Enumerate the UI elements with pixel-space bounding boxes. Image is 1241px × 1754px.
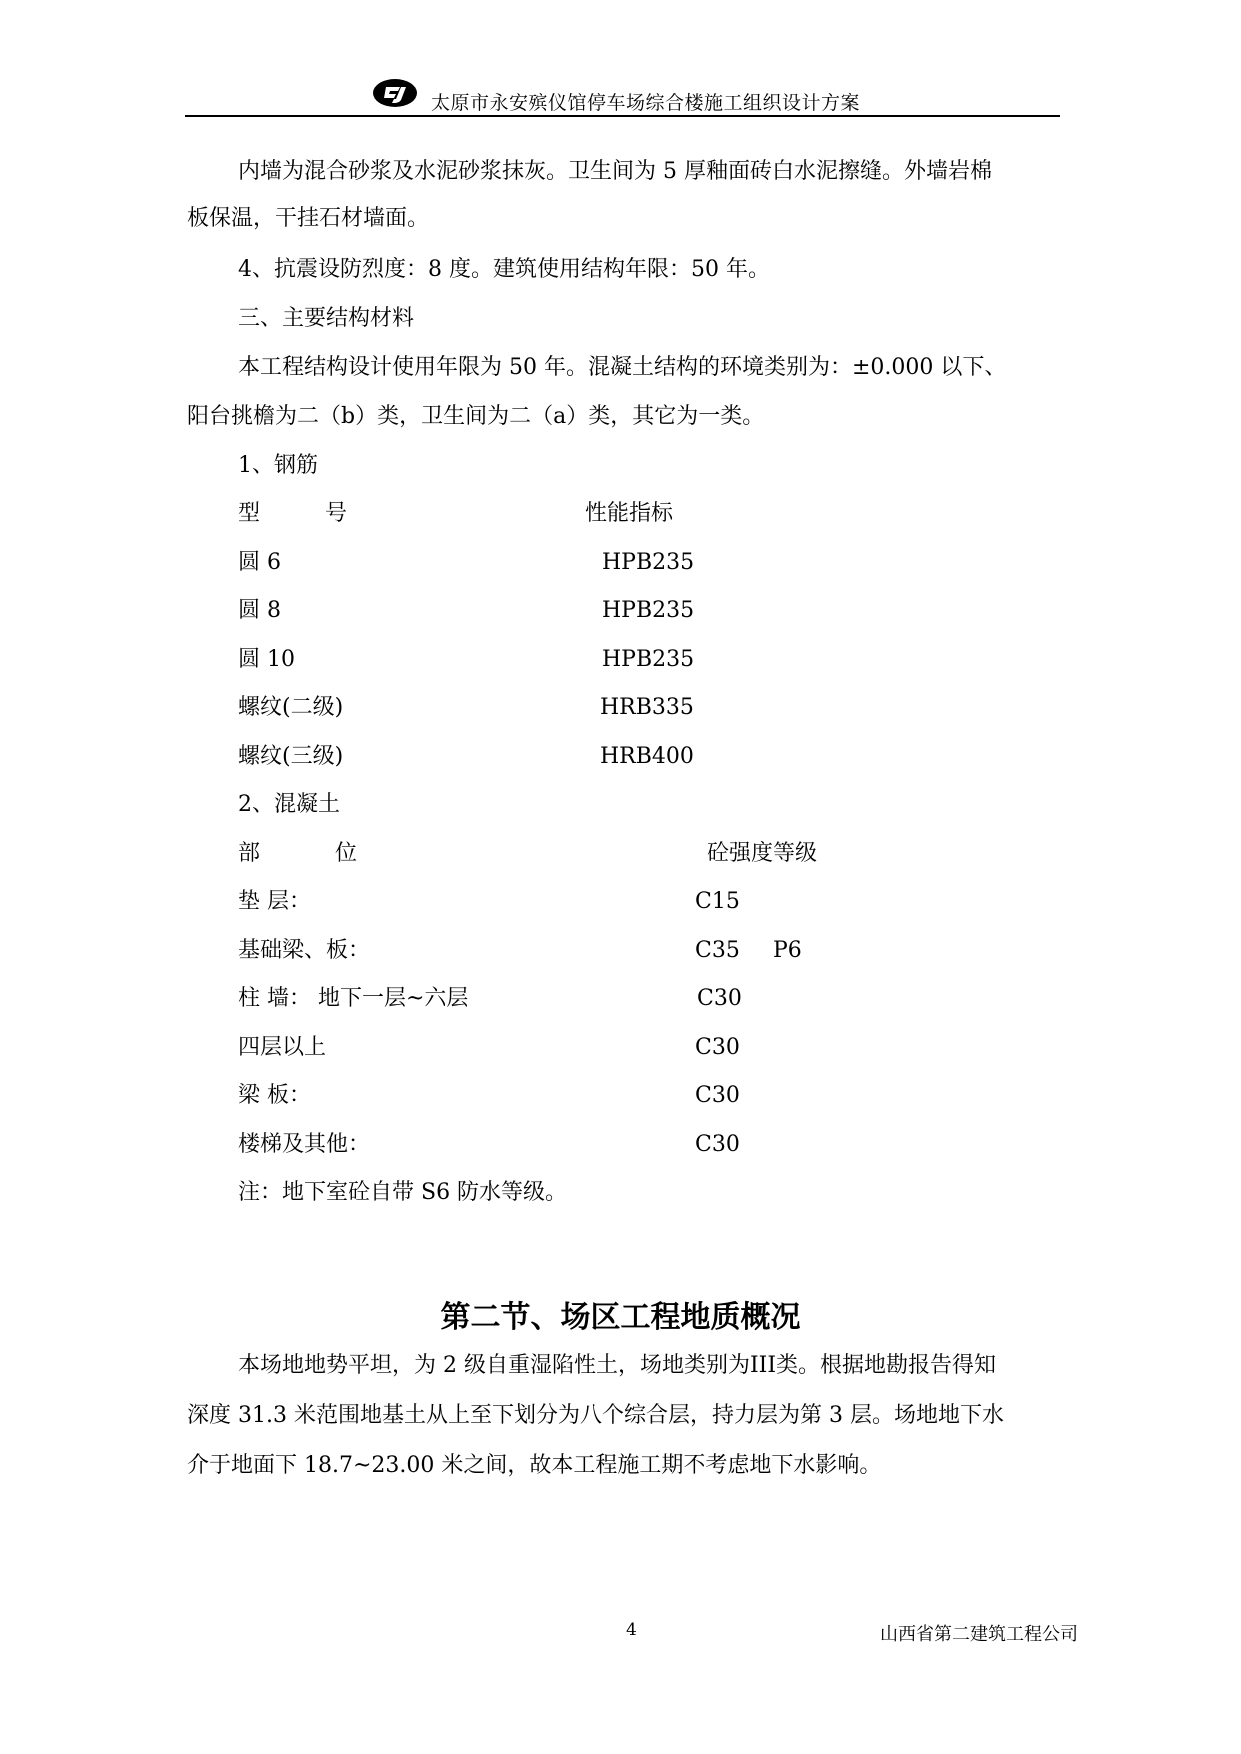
concrete-row-part: 柱 墙： 地下一层~六层 xyxy=(238,986,469,1011)
steel-row-spec: HRB335 xyxy=(600,695,694,720)
steel-row-type: 圆 8 xyxy=(238,598,281,623)
concrete-row-grade: C15 xyxy=(695,889,740,914)
page-number: 4 xyxy=(626,1620,637,1640)
paragraph-line: 板保温，干挂石材墙面。 xyxy=(187,206,430,231)
concrete-col-part-a: 部 xyxy=(238,841,261,866)
paragraph-line: 深度 31.3 米范围地基土从上至下划分为八个综合层，持力层为第 3 层。场地地下水 xyxy=(187,1403,1004,1428)
concrete-row-grade: C30 xyxy=(695,1083,740,1108)
concrete-heading: 2、混凝土 xyxy=(238,792,340,817)
concrete-row-extra: P6 xyxy=(773,938,802,963)
paragraph-line: 本工程结构设计使用年限为 50 年。混凝土结构的环境类别为：±0.000 以下、 xyxy=(238,355,1007,380)
steel-row-type: 圆 6 xyxy=(238,550,281,575)
concrete-col-part-b: 位 xyxy=(335,841,358,866)
paragraph-line: 4、抗震设防烈度：8 度。建筑使用结构年限：50 年。 xyxy=(238,257,770,282)
steel-col-type-b: 号 xyxy=(325,501,348,526)
concrete-row-part: 梁 板： xyxy=(238,1083,311,1108)
paragraph-line: 阳台挑檐为二（b）类，卫生间为二（a）类，其它为一类。 xyxy=(187,404,765,429)
concrete-row-part: 四层以上 xyxy=(238,1035,327,1060)
steel-row-type: 螺纹(三级) xyxy=(238,744,344,769)
concrete-row-grade: C30 xyxy=(697,986,742,1011)
subheading: 三、主要结构材料 xyxy=(238,306,415,331)
paragraph-line: 本场地地势平坦，为 2 级自重湿陷性土，场地类别为III类。根据地勘报告得知 xyxy=(238,1353,997,1378)
paragraph-line: 介于地面下 18.7~23.00 米之间，故本工程施工期不考虑地下水影响。 xyxy=(187,1453,882,1478)
steel-col-type-a: 型 xyxy=(238,501,261,526)
company-logo-icon xyxy=(372,78,418,108)
concrete-row-part: 基础梁、板： xyxy=(238,938,371,963)
concrete-col-grade: 砼强度等级 xyxy=(707,841,818,866)
steel-row-type: 螺纹(二级) xyxy=(238,695,344,720)
concrete-row-grade: C30 xyxy=(695,1035,740,1060)
steel-row-spec: HRB400 xyxy=(600,744,694,769)
page-header xyxy=(185,74,1060,118)
section-title: 第二节、场区工程地质概况 xyxy=(440,1300,801,1335)
concrete-row-part: 垫 层： xyxy=(238,889,311,914)
document-title: 太原市永安殡仪馆停车场综合楼施工组织设计方案 xyxy=(431,92,861,114)
steel-row-spec: HPB235 xyxy=(602,550,695,575)
concrete-row-part: 楼梯及其他： xyxy=(238,1132,371,1157)
paragraph-line: 内墙为混合砂浆及水泥砂浆抹灰。卫生间为 5 厚釉面砖白水泥擦缝。外墙岩棉 xyxy=(238,159,992,184)
note: 注：地下室砼自带 S6 防水等级。 xyxy=(238,1180,568,1205)
concrete-row-grade: C30 xyxy=(695,1132,740,1157)
steel-row-type: 圆 10 xyxy=(238,647,295,672)
steel-col-spec: 性能指标 xyxy=(585,501,674,526)
concrete-row-grade: C35 xyxy=(695,938,740,963)
steel-row-spec: HPB235 xyxy=(602,598,695,623)
steel-heading: 1、钢筋 xyxy=(238,453,318,478)
header-rule xyxy=(185,115,1060,117)
steel-row-spec: HPB235 xyxy=(602,647,695,672)
footer-company: 山西省第二建筑工程公司 xyxy=(880,1624,1078,1645)
